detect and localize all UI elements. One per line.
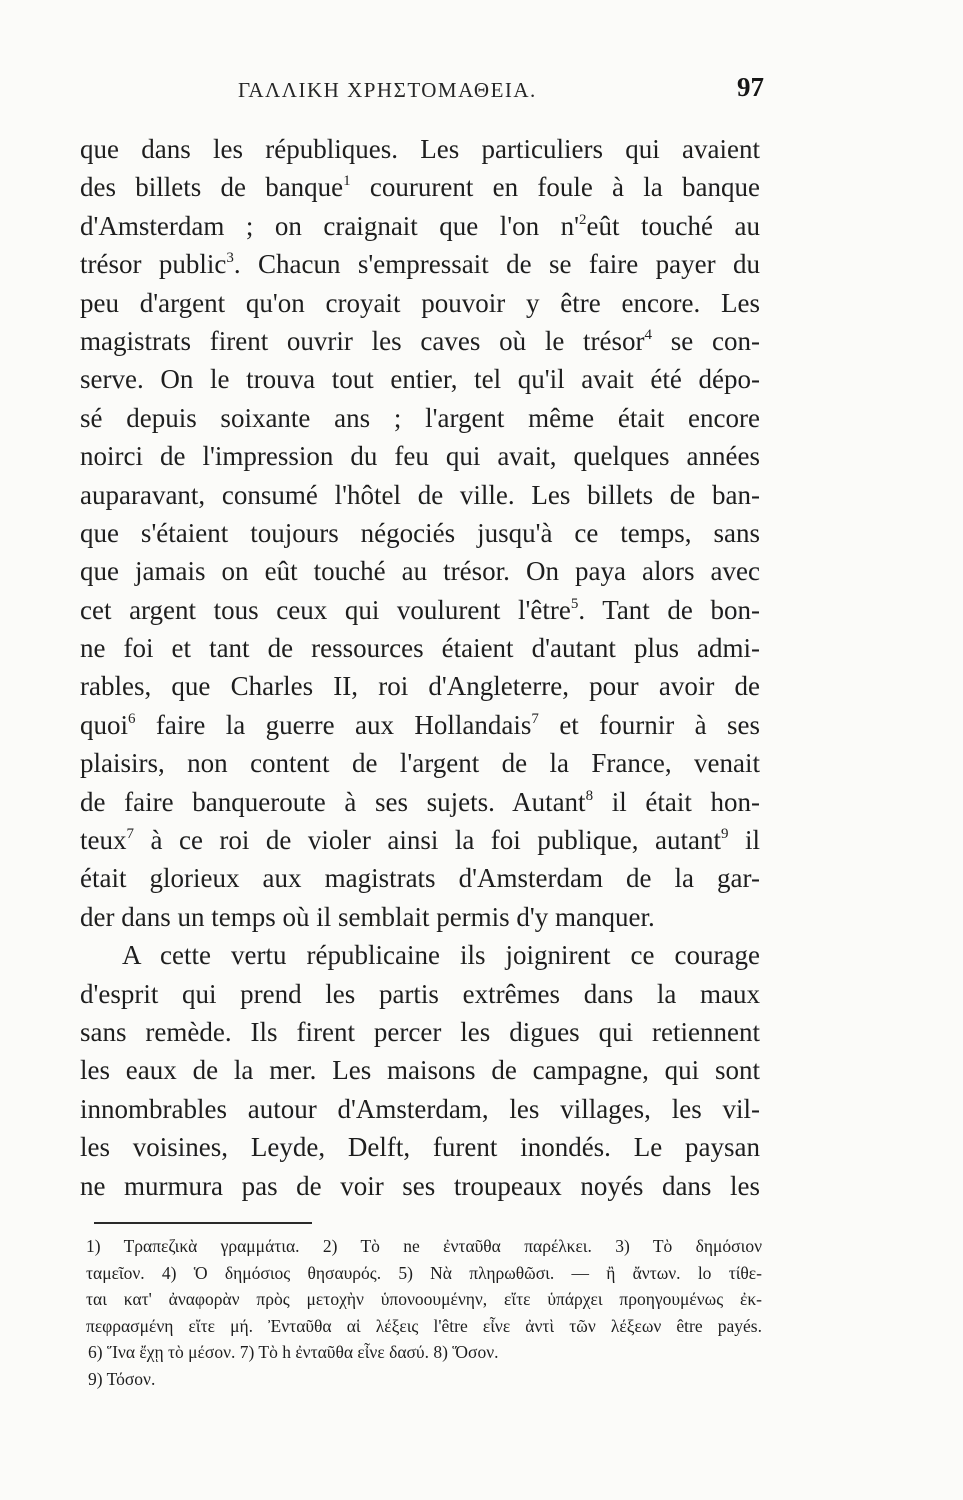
footnote-line: 6) Ἵνα ἔχῃ τὸ μέσον. 7) Τὸ h ἐνταῦθα εἶνε δασύ. 8) Ὅσον. [88,1342,499,1362]
footnote-reference: 9 [721,826,729,843]
footnotes [86,1233,762,1392]
body-text [80,130,760,1205]
footnote-reference: 6 [128,710,136,727]
footnote-reference: 2 [579,211,587,228]
text-line: des billets de banque$^1$ coururent en foule à la banque [80,172,760,203]
text-line: était glorieux aux magistrats d'Amsterdam de la gar- [80,863,760,894]
text-line: innombrables autour d'Amsterdam, les villages, les vil- [80,1093,760,1124]
text-line: magistrats firent ouvrir les caves où le trésor$^4$ se con- [80,325,760,356]
footnote-reference: 1 [343,173,351,190]
footnote-reference: 5 [570,595,579,612]
text-line: trésor public$^3$. Chacun s'empressait de se faire payer du [80,249,760,280]
footnote-reference: 7 [126,826,134,843]
text-line: de faire banqueroute à ses sujets. Autant$^8$ il était hon- [80,786,761,817]
text-line: noirci de l'impression du feu qui avait, quelques années [80,441,760,472]
running-title: ΓΑΛΛΙΚΗ ΧΡΗΣΤΟΜΑΘΕΙΑ. [238,78,537,102]
text-line: que dans les républiques. Les particuliers qui avaient [80,134,760,164]
footnote-reference: 7 [531,710,539,727]
text-line: auparavant, consumé l'hôtel de ville. Les billets de ban- [80,479,760,510]
text-line: peu d'argent qu'on croyait pouvoir y être encore. Les [80,287,760,318]
text-line: d'esprit qui prend les partis extrêmes dans la maux [80,978,760,1009]
text-line: que s'étaient toujours négociés jusqu'à ce temps, sans [80,517,760,548]
text-line: quoi$^6$ faire la guerre aux Hollandais$^7$ et fournir à ses [80,709,760,740]
page-header [80,72,764,112]
page-number: 97 [737,72,764,102]
text-line: cet argent tous ceux qui voulurent l'être$^5$. Tant de bon- [80,594,760,625]
footnote-separator [94,1222,312,1224]
footnote-line: ται κατ' ἀναφορὰν πρὸς μετοχὴν ὑπονοουμένην, εἴτε ὑπάρχει προηγουμένως ἐκ- [86,1289,762,1309]
text-line: teux$^7$ à ce roi de violer ainsi la foi publique, autant$^9$ il [80,825,760,856]
text-line: serve. On le trouva tout entier, tel qu'il avait été dépo- [80,364,760,395]
text-line: sé depuis soixante ans ; l'argent même était encore [80,402,760,433]
text-line: d'Amsterdam ; on craignait que l'on $n'^2eût$ touché au [80,210,760,241]
text-line: que jamais on eût touché au trésor. On paya alors avec [80,556,760,587]
footnote-reference: 8 [585,787,594,804]
text-line: les eaux de la mer. Les maisons de campagne, qui sont [80,1055,760,1086]
text-line: ne foi et tant de ressources étaient d'autant plus admi- [80,633,760,664]
footnote-reference: 4 [644,326,653,343]
footnote-line: ταμεῖον. 4) Ὁ δημόσιος θησαυρός. 5) Νὰ πληρωθῶσι. — ἢ ἄντων. lo τίθε- [86,1262,762,1283]
footnote-reference: 3 [226,250,234,267]
text-line: plaisirs, non content de l'argent de la France, venait [80,748,760,779]
footnote-line: 1) Τραπεζικὰ γραμμάτια. 2) Τὸ ne ἐνταῦθα παρέλκει. 3) Τὸ δημόσιον [86,1236,762,1256]
text-line: rables, que Charles II, roi d'Angleterre, pour avoir de [80,671,760,702]
footnote-line: 9) Τόσον. [88,1368,156,1389]
text-line: sans remède. Ils firent percer les digues qui retiennent [80,1016,760,1047]
text-line: les voisines, Leyde, Delft, furent inondés. Le paysan [80,1132,760,1163]
footnote-line: πεφρασμένη εἴτε μή. Ἐνταῦθα αἱ λέξεις l'être εἶνε ἀντὶ τῶν λέξεων être payés. [86,1315,762,1336]
paragraph-start-line: A cette vertu républicaine ils joignirent ce courage [122,940,760,971]
text-line: ne murmura pas de voir ses troupeaux noyés dans les [80,1170,760,1201]
text-line: der dans un temps où il semblait permis d'y manquer. [80,901,655,932]
